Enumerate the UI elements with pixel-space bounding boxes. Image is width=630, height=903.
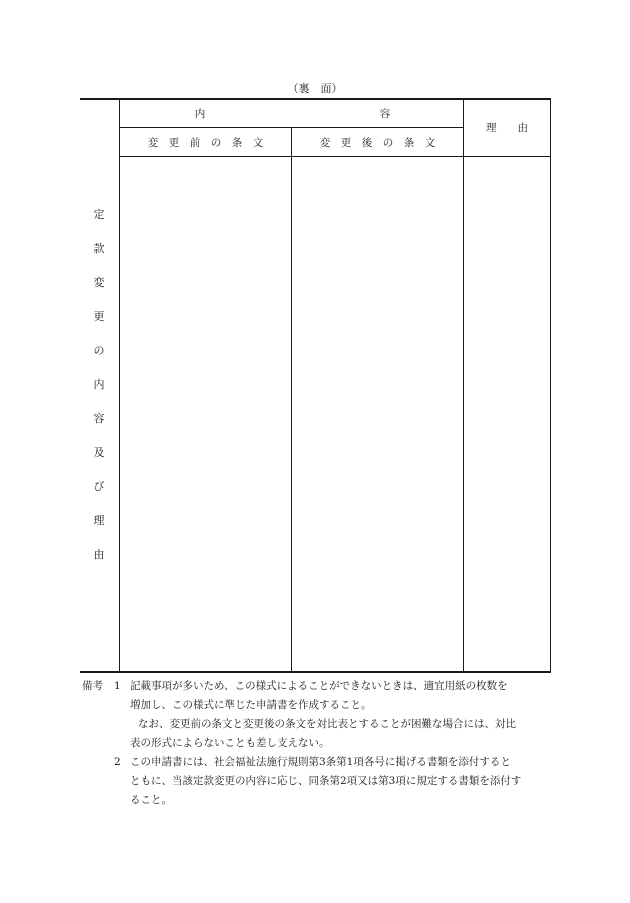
page-title: （裏 面） [287,82,343,95]
notes-label: 備考 [82,680,103,692]
row-label-char: 定 [93,208,105,221]
note-line: 増加し、この様式に準じた申請書を作成すること。 [130,699,372,711]
header-reason: 理 由 [486,122,528,134]
row-label-char: 理 [93,514,105,527]
after-article-cell [292,157,463,671]
row-label-char: 容 [93,412,105,425]
row-label-char: 更 [93,310,105,323]
header-after-article: 変 更 後 の 条 文 [319,137,436,149]
row-label-char: 及 [93,446,105,459]
note-item-1 [82,677,562,753]
note-line: ともに、当該定款変更の内容に応じ、同条第2項又は第3項に規定する書類を添付す [130,775,522,787]
row-label-char: 款 [93,242,105,255]
note-line: 記載事項が多いため、この様式によることができないときは、適宜用紙の枚数を [130,680,508,692]
row-label-char: の [93,344,105,357]
note-line: なお、変更前の条文と変更後の条文を対比表とすることが困難な場合には、対比 [138,718,516,730]
row-label-vertical [80,205,118,579]
note-number: 1 [114,680,121,692]
reason-cell [464,157,550,671]
note-item-2 [82,753,562,810]
header-content-left: 内 [194,108,206,120]
row-label-char: び [93,480,105,493]
row-label-char: 変 [93,276,105,289]
note-number: 2 [114,756,121,768]
row-label-char: 内 [93,378,105,391]
note-line: この申請書には、社会福祉法施行規則第3条第1項各号に掲げる書類を添付すると [130,756,511,768]
notes-section [82,677,562,810]
row-label-char: 由 [93,548,105,561]
header-content-right: 容 [379,108,391,120]
note-line: ること。 [130,794,172,806]
note-line: 表の形式によらないことも差し支えない。 [130,737,330,749]
before-article-cell [120,157,291,671]
header-before-article: 変 更 前 の 条 文 [147,137,264,149]
